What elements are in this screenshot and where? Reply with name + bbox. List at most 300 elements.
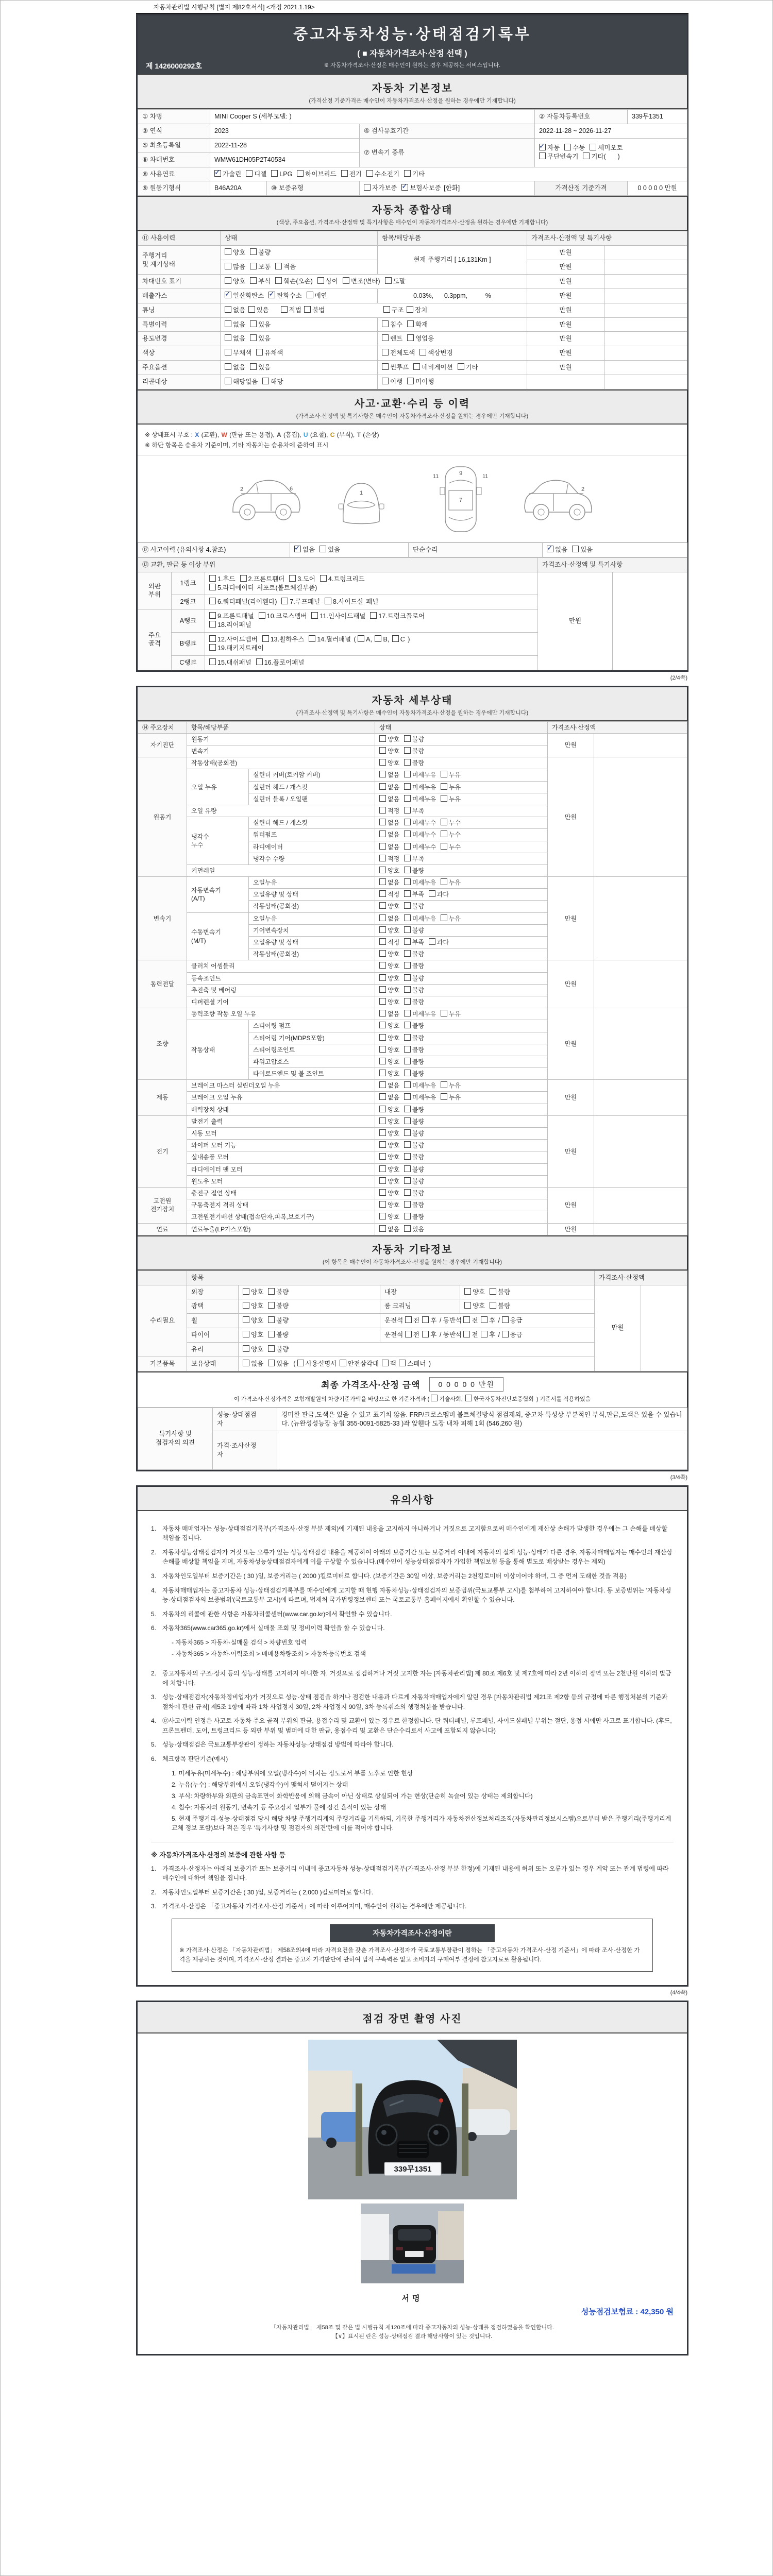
checkbox-box[interactable] — [404, 831, 411, 837]
checkbox-양호[interactable]: 양호 — [225, 277, 245, 286]
checkbox-C[interactable]: C — [392, 635, 405, 644]
checkbox-box[interactable] — [404, 1141, 411, 1148]
checkbox-box[interactable] — [379, 759, 386, 766]
checkbox-box[interactable] — [463, 1331, 470, 1337]
checkbox-box[interactable]: ✓ — [268, 289, 275, 298]
checkbox-양호[interactable]: 양호 — [379, 926, 399, 935]
checkbox-box[interactable] — [404, 1093, 411, 1100]
checkbox-box[interactable] — [404, 1034, 411, 1041]
checkbox-불량[interactable]: 불량 — [404, 1058, 424, 1066]
checkbox-불량[interactable]: 불량 — [404, 735, 424, 743]
checkbox-LPG[interactable]: LPG — [271, 170, 292, 179]
checkbox-box[interactable] — [379, 986, 386, 993]
checkbox-기타[interactable]: 기타 — [404, 170, 425, 179]
checkbox-box[interactable] — [379, 878, 386, 885]
checkbox-없음[interactable]: 없음 — [379, 1225, 399, 1233]
checkbox-부족[interactable]: 부족 — [404, 938, 424, 946]
checkbox-box[interactable] — [392, 635, 399, 642]
checkbox-불법[interactable]: 불법 — [304, 306, 325, 315]
checkbox-box[interactable] — [481, 1331, 488, 1337]
checkbox-불량[interactable]: 불량 — [404, 926, 424, 935]
checkbox-없음[interactable]: 없음 — [379, 795, 399, 803]
checkbox-box[interactable] — [289, 575, 296, 582]
checkbox-box[interactable] — [225, 320, 231, 327]
checkbox-있음[interactable]: 있음 — [320, 546, 340, 554]
checkbox-box[interactable] — [404, 783, 411, 790]
checkbox-적음[interactable]: 적음 — [275, 263, 296, 272]
checkbox-box[interactable] — [250, 277, 257, 284]
checkbox-box[interactable]: ✓ — [539, 142, 545, 150]
checkbox-7루프패널[interactable]: 7.루프패널 — [281, 598, 320, 606]
checkbox-1후드[interactable]: 1.후드 — [209, 575, 236, 584]
checkbox-box[interactable] — [441, 878, 447, 885]
checkbox-box[interactable] — [225, 334, 231, 341]
checkbox-box[interactable] — [225, 306, 231, 313]
checkbox-하이브리드[interactable]: 하이브리드 — [297, 170, 336, 179]
checkbox-디젤[interactable]: 디젤 — [246, 170, 266, 179]
checkbox-box[interactable] — [382, 363, 389, 370]
checkbox-불량[interactable]: 불량 — [404, 1070, 424, 1078]
checkbox-box[interactable] — [441, 1093, 447, 1100]
checkbox-box[interactable] — [379, 1213, 386, 1219]
checkbox-불량[interactable]: 불량 — [404, 1106, 424, 1114]
checkbox-box[interactable] — [429, 890, 435, 897]
checkbox-box[interactable] — [225, 248, 231, 255]
checkbox-15대쉬패널[interactable]: 15.대쉬패널 — [209, 658, 251, 667]
checkbox-해당없음[interactable]: 해당없음 — [225, 378, 258, 386]
checkbox-잭[interactable]: 잭 — [382, 1360, 396, 1368]
checkbox-box[interactable] — [268, 1345, 275, 1352]
checkbox-전기[interactable]: 전기 — [341, 170, 362, 179]
checkbox-적정[interactable]: 적정 — [379, 890, 399, 899]
checkbox-무단변속기[interactable]: 무단변속기 — [539, 152, 578, 161]
checkbox-box[interactable] — [317, 277, 324, 284]
checkbox-box[interactable] — [441, 819, 447, 825]
checkbox-보통[interactable]: 보통 — [250, 263, 271, 272]
checkbox-양호[interactable]: 양호 — [379, 1153, 399, 1161]
checkbox-box[interactable] — [259, 612, 265, 619]
checkbox-불량[interactable]: 불량 — [404, 1117, 424, 1126]
checkbox-양호[interactable]: 양호 — [379, 759, 399, 767]
checkbox-box[interactable] — [268, 1331, 275, 1337]
checkbox-box[interactable] — [590, 144, 596, 150]
checkbox-양호[interactable]: 양호 — [379, 1058, 399, 1066]
checkbox-전[interactable]: 전 — [463, 1316, 478, 1325]
checkbox-box[interactable] — [379, 867, 386, 873]
checkbox-9프론트패널[interactable]: 9.프론트패널 — [209, 612, 254, 621]
checkbox-양호[interactable]: 양호 — [379, 735, 399, 743]
checkbox-box[interactable] — [379, 1129, 386, 1136]
checkbox-box[interactable] — [379, 1058, 386, 1064]
checkbox-box[interactable] — [441, 1010, 447, 1016]
checkbox-box[interactable] — [441, 1081, 447, 1088]
checkbox-box[interactable] — [340, 1360, 346, 1366]
checkbox-box[interactable] — [248, 306, 255, 313]
checkbox-box[interactable] — [379, 974, 386, 981]
checkbox-box[interactable] — [404, 759, 411, 766]
checkbox-box[interactable] — [404, 1129, 411, 1136]
checkbox-미세누유[interactable]: 미세누유 — [404, 1010, 436, 1018]
checkbox-과다[interactable]: 과다 — [429, 890, 449, 899]
checkbox-16플로어패널[interactable]: 16.플로어패널 — [256, 658, 305, 667]
checkbox-17트렁크플로어[interactable]: 17.트렁크플로어 — [370, 612, 425, 621]
checkbox-box[interactable] — [405, 1331, 412, 1337]
checkbox-있음[interactable]: 있음 — [248, 306, 269, 315]
checkbox-box[interactable] — [225, 277, 231, 284]
checkbox-양호[interactable]: 양호 — [243, 1302, 263, 1311]
checkbox-없음[interactable]: 없음 — [379, 843, 399, 851]
checkbox-기타[interactable]: 기타 — [458, 363, 478, 372]
checkbox-불량[interactable]: 불량 — [404, 974, 424, 982]
checkbox-불량[interactable]: 불량 — [250, 248, 271, 257]
checkbox-box[interactable] — [271, 170, 278, 177]
checkbox-누유[interactable]: 누유 — [441, 914, 461, 923]
checkbox-누수[interactable]: 누수 — [441, 843, 461, 851]
checkbox-없음[interactable]: 없음 — [379, 1081, 399, 1090]
checkbox-없음[interactable]: ✓ 없음 — [547, 543, 568, 553]
checkbox-box[interactable] — [325, 598, 331, 604]
checkbox-5라디에이터[interactable]: 5.라디에이터 — [209, 584, 254, 592]
checkbox-box[interactable] — [407, 334, 414, 341]
checkbox-불량[interactable]: 불량 — [404, 1129, 424, 1138]
checkbox-양호[interactable]: 양호 — [379, 867, 399, 875]
checkbox-box[interactable] — [311, 612, 318, 619]
checkbox-box[interactable] — [379, 1046, 386, 1053]
checkbox-장치[interactable]: 장치 — [407, 306, 427, 315]
checkbox-box[interactable] — [225, 378, 231, 384]
checkbox-box[interactable] — [250, 363, 257, 370]
checkbox-6쿼터패널리어휀다[interactable]: 6.쿼터패널(리어휀다) — [209, 598, 277, 606]
checkbox-후[interactable]: 후 — [481, 1331, 495, 1340]
checkbox-기타[interactable]: 기타( — [583, 152, 606, 161]
checkbox-부족[interactable]: 부족 — [404, 855, 424, 863]
checkbox-적법[interactable]: 적법 — [281, 306, 301, 315]
checkbox-box[interactable] — [209, 575, 216, 582]
checkbox-미세누수[interactable]: 미세누수 — [404, 819, 436, 827]
checkbox-box[interactable] — [379, 1189, 386, 1196]
checkbox-누유[interactable]: 누유 — [441, 1010, 461, 1018]
checkbox-양호[interactable]: 양호 — [379, 1201, 399, 1209]
checkbox-box[interactable] — [379, 1093, 386, 1100]
checkbox-box[interactable] — [404, 1117, 411, 1124]
checkbox-box[interactable] — [404, 1106, 411, 1112]
checkbox-box[interactable] — [209, 621, 216, 628]
checkbox-box[interactable] — [379, 1070, 386, 1076]
checkbox-전[interactable]: 전 — [405, 1316, 419, 1325]
checkbox-4트렁크리드[interactable]: 4.트렁크리드 — [320, 575, 365, 584]
checkbox-전[interactable]: 전 — [405, 1331, 419, 1340]
checkbox-11인사이드패널[interactable]: 11.인사이드패널 — [311, 612, 365, 621]
checkbox-미세누유[interactable]: 미세누유 — [404, 771, 436, 779]
checkbox-불량[interactable]: 불량 — [404, 998, 424, 1006]
checkbox-box[interactable] — [307, 292, 313, 298]
checkbox-누수[interactable]: 누수 — [441, 831, 461, 839]
checkbox-없음[interactable]: 없음 — [243, 1360, 263, 1368]
checkbox-box[interactable] — [379, 890, 386, 897]
checkbox-불량[interactable]: 불량 — [404, 1022, 424, 1030]
checkbox-없음[interactable]: 없음 — [379, 783, 399, 791]
checkbox-미세누유[interactable]: 미세누유 — [404, 878, 436, 887]
checkbox-훼손오손[interactable]: 훼손(오손) — [275, 277, 313, 286]
checkbox-누유[interactable]: 누유 — [441, 1081, 461, 1090]
checkbox-box[interactable] — [379, 1034, 386, 1041]
checkbox-양호[interactable]: 양호 — [379, 1106, 399, 1114]
checkbox-box[interactable] — [382, 1360, 389, 1366]
checkbox-box[interactable] — [250, 320, 257, 327]
checkbox-18리어패널[interactable]: 18.리어패널 — [209, 621, 251, 630]
checkbox-box[interactable] — [463, 1316, 470, 1323]
checkbox-box[interactable] — [243, 1345, 249, 1352]
checkbox-box[interactable] — [250, 334, 257, 341]
checkbox-box[interactable] — [268, 1288, 275, 1295]
checkbox-전[interactable]: 전 — [463, 1331, 478, 1340]
checkbox-box[interactable] — [407, 306, 413, 313]
checkbox-기술사회[interactable]: 기술사회, — [431, 1395, 463, 1403]
checkbox-box[interactable] — [404, 170, 411, 177]
checkbox-없음[interactable]: 없음 — [379, 1093, 399, 1101]
checkbox-양호[interactable]: 양호 — [379, 1189, 399, 1197]
checkbox-box[interactable] — [379, 926, 386, 933]
checkbox-box[interactable] — [464, 1288, 471, 1295]
checkbox-10크로스멤버[interactable]: 10.크로스멤버 — [259, 612, 307, 621]
checkbox-구조[interactable]: 구조 — [383, 306, 404, 315]
checkbox-누수[interactable]: 누수 — [441, 819, 461, 827]
checkbox-box[interactable] — [268, 1316, 275, 1323]
checkbox-box[interactable] — [441, 771, 447, 777]
checkbox-누유[interactable]: 누유 — [441, 878, 461, 887]
checkbox-box[interactable] — [379, 783, 386, 790]
checkbox-불량[interactable]: 불량 — [490, 1288, 510, 1297]
checkbox-box[interactable] — [404, 747, 411, 754]
checkbox-렌트[interactable]: 렌트 — [382, 334, 402, 343]
checkbox-box[interactable] — [370, 612, 377, 619]
checkbox-응급[interactable]: 응급 — [502, 1316, 523, 1325]
checkbox-수소전기[interactable]: 수소전기 — [366, 170, 399, 179]
checkbox-box[interactable] — [268, 1302, 275, 1309]
checkbox-box[interactable] — [405, 1316, 412, 1323]
checkbox-불량[interactable]: 불량 — [404, 950, 424, 958]
checkbox-box[interactable] — [490, 1302, 496, 1309]
checkbox-불량[interactable]: 불량 — [490, 1302, 510, 1311]
checkbox-box[interactable] — [250, 248, 257, 255]
checkbox-box[interactable] — [297, 170, 304, 177]
checkbox-box[interactable] — [413, 363, 420, 370]
checkbox-box[interactable] — [431, 1395, 438, 1401]
checkbox-양호[interactable]: 양호 — [379, 950, 399, 958]
checkbox-box[interactable] — [256, 349, 263, 355]
checkbox-불량[interactable]: 불량 — [404, 759, 424, 767]
checkbox-불량[interactable]: 불량 — [404, 747, 424, 755]
checkbox-없음[interactable]: ✓ 없음 — [294, 543, 315, 553]
checkbox-세미오토[interactable]: 세미오토 — [590, 144, 623, 152]
checkbox-도말[interactable]: 도말 — [385, 277, 406, 286]
checkbox-box[interactable] — [341, 170, 348, 177]
checkbox-box[interactable] — [465, 1395, 472, 1401]
checkbox-box[interactable] — [379, 831, 386, 837]
checkbox-box[interactable] — [250, 263, 257, 269]
checkbox-box[interactable] — [243, 1288, 249, 1295]
checkbox-box[interactable] — [422, 1331, 429, 1337]
checkbox-box[interactable] — [404, 1010, 411, 1016]
checkbox-box[interactable] — [404, 1070, 411, 1076]
checkbox-일산화탄소[interactable]: ✓ 일산화탄소 — [225, 289, 264, 299]
checkbox-침수[interactable]: 침수 — [382, 320, 402, 329]
checkbox-box[interactable] — [404, 938, 411, 945]
checkbox-box[interactable] — [379, 795, 386, 802]
checkbox-사용설명서[interactable]: 사용설명서 — [297, 1360, 337, 1368]
checkbox-box[interactable] — [358, 635, 364, 642]
checkbox-불량[interactable]: 불량 — [404, 962, 424, 970]
checkbox-있음[interactable]: 있음 — [268, 1360, 289, 1368]
checkbox-box[interactable] — [404, 926, 411, 933]
checkbox-불량[interactable]: 불량 — [404, 1153, 424, 1161]
checkbox-box[interactable] — [481, 1316, 488, 1323]
checkbox-양호[interactable]: 양호 — [379, 1177, 399, 1185]
checkbox-box[interactable] — [379, 807, 386, 814]
checkbox-box[interactable] — [404, 795, 411, 802]
checkbox-14필러패널[interactable]: 14.필러패널 — [309, 635, 351, 644]
checkbox-양호[interactable]: 양호 — [379, 1070, 399, 1078]
checkbox-양호[interactable]: 양호 — [379, 962, 399, 970]
checkbox-box[interactable] — [404, 962, 411, 969]
checkbox-box[interactable] — [404, 1081, 411, 1088]
checkbox-box[interactable] — [364, 184, 371, 191]
checkbox-불량[interactable]: 불량 — [404, 1165, 424, 1174]
checkbox-box[interactable] — [583, 152, 590, 159]
checkbox-box[interactable] — [379, 1010, 386, 1016]
checkbox-box[interactable] — [281, 598, 288, 604]
checkbox-부식[interactable]: 부식 — [250, 277, 271, 286]
checkbox-box[interactable] — [502, 1331, 509, 1337]
checkbox-2프론트휀더[interactable]: 2.프론트휀더 — [240, 575, 285, 584]
checkbox-box[interactable] — [382, 334, 389, 341]
checkbox-box[interactable] — [379, 855, 386, 861]
checkbox-box[interactable] — [404, 878, 411, 885]
checkbox-양호[interactable]: 양호 — [379, 1034, 399, 1042]
checkbox-box[interactable] — [502, 1316, 509, 1323]
checkbox-box[interactable] — [379, 1201, 386, 1208]
checkbox-탄화수소[interactable]: ✓ 탄화수소 — [268, 289, 302, 299]
checkbox-누유[interactable]: 누유 — [441, 783, 461, 791]
checkbox-box[interactable] — [379, 1153, 386, 1160]
checkbox-box[interactable] — [379, 747, 386, 754]
checkbox-box[interactable] — [262, 378, 269, 384]
checkbox-무채색[interactable]: 무채색 — [225, 349, 251, 358]
checkbox-box[interactable] — [407, 320, 414, 327]
checkbox-적정[interactable]: 적정 — [379, 807, 399, 815]
checkbox-box[interactable] — [297, 1360, 304, 1366]
checkbox-해당[interactable]: 해당 — [262, 378, 283, 386]
checkbox-자가보증[interactable]: 자가보증 — [364, 184, 397, 193]
checkbox-box[interactable] — [407, 378, 414, 384]
checkbox-미세누유[interactable]: 미세누유 — [404, 795, 436, 803]
checkbox-box[interactable] — [399, 1360, 406, 1366]
checkbox-양호[interactable]: 양호 — [379, 1141, 399, 1149]
checkbox-box[interactable]: ✓ — [225, 289, 231, 298]
checkbox-미세누수[interactable]: 미세누수 — [404, 843, 436, 851]
checkbox-있음[interactable]: 있음 — [572, 546, 593, 554]
checkbox-없음[interactable]: 없음 — [379, 831, 399, 839]
checkbox-부족[interactable]: 부족 — [404, 807, 424, 815]
checkbox-box[interactable] — [379, 819, 386, 825]
checkbox-양호[interactable]: 양호 — [243, 1316, 263, 1325]
checkbox-양호[interactable]: 양호 — [225, 248, 245, 257]
checkbox-12사이드멤버[interactable]: 12.사이드멤버 — [209, 635, 258, 644]
checkbox-없음[interactable]: 없음 — [225, 306, 245, 315]
checkbox-적정[interactable]: 적정 — [379, 855, 399, 863]
checkbox-수동[interactable]: 수동 — [564, 144, 585, 152]
checkbox-응급[interactable]: 응급 — [502, 1331, 523, 1340]
checkbox-box[interactable] — [441, 914, 447, 921]
checkbox-가솔린[interactable]: ✓ 가솔린 — [214, 167, 242, 178]
checkbox-box[interactable] — [225, 349, 231, 355]
checkbox-box[interactable] — [404, 1022, 411, 1028]
checkbox-19패키지트레이[interactable]: 19.패키지트레이 — [209, 644, 264, 653]
checkbox-box[interactable] — [404, 1213, 411, 1219]
checkbox-box[interactable] — [382, 349, 389, 355]
checkbox-box[interactable] — [404, 950, 411, 957]
checkbox-불량[interactable]: 불량 — [404, 1177, 424, 1185]
checkbox-box[interactable] — [209, 644, 216, 651]
checkbox-box[interactable] — [379, 771, 386, 777]
checkbox-box[interactable] — [539, 152, 546, 159]
checkbox-미세누유[interactable]: 미세누유 — [404, 1081, 436, 1090]
checkbox-box[interactable] — [379, 1225, 386, 1232]
checkbox-과다[interactable]: 과다 — [429, 938, 449, 946]
checkbox-box[interactable] — [281, 306, 288, 313]
checkbox-box[interactable] — [404, 914, 411, 921]
checkbox-box[interactable] — [404, 771, 411, 777]
checkbox-매연[interactable]: 매연 — [307, 292, 327, 300]
checkbox-box[interactable] — [404, 867, 411, 873]
checkbox-box[interactable] — [243, 1302, 249, 1309]
checkbox-box[interactable] — [256, 658, 263, 665]
checkbox-미세누유[interactable]: 미세누유 — [404, 1093, 436, 1101]
checkbox-box[interactable] — [572, 546, 579, 552]
checkbox-불량[interactable]: 불량 — [268, 1316, 289, 1325]
checkbox-box[interactable] — [243, 1331, 249, 1337]
checkbox-불량[interactable]: 불량 — [404, 902, 424, 910]
checkbox-양호[interactable]: 양호 — [379, 1129, 399, 1138]
checkbox-불량[interactable]: 불량 — [404, 1046, 424, 1054]
checkbox-있음[interactable]: 있음 — [250, 320, 271, 329]
checkbox-영업용[interactable]: 영업용 — [407, 334, 434, 343]
checkbox-8사이드실[interactable]: 8.사이드실 — [325, 598, 363, 606]
checkbox-양호[interactable]: 양호 — [379, 974, 399, 982]
checkbox-box[interactable] — [404, 1153, 411, 1160]
checkbox-box[interactable] — [366, 170, 373, 177]
checkbox-네비게이션[interactable]: 네비게이션 — [413, 363, 452, 372]
checkbox-한국자동차진단보증협회[interactable]: 한국자동차진단보증협회 — [465, 1395, 534, 1403]
checkbox-누유[interactable]: 누유 — [441, 1093, 461, 1101]
checkbox-3도어[interactable]: 3.도어 — [289, 575, 315, 584]
checkbox-썬루프[interactable]: 썬루프 — [382, 363, 409, 372]
checkbox-box[interactable] — [404, 1165, 411, 1172]
checkbox-box[interactable] — [379, 1022, 386, 1028]
checkbox-양호[interactable]: 양호 — [379, 1117, 399, 1126]
checkbox-불량[interactable]: 불량 — [404, 1201, 424, 1209]
checkbox-box[interactable] — [225, 363, 231, 370]
checkbox-불량[interactable]: 불량 — [404, 1141, 424, 1149]
checkbox-box[interactable] — [379, 902, 386, 909]
checkbox-box[interactable]: ✓ — [547, 543, 553, 552]
checkbox-많음[interactable]: 많음 — [225, 263, 245, 272]
checkbox-box[interactable] — [246, 170, 253, 177]
checkbox-box[interactable] — [404, 819, 411, 825]
checkbox-box[interactable] — [379, 1106, 386, 1112]
checkbox-불량[interactable]: 불량 — [404, 1189, 424, 1197]
checkbox-box[interactable] — [262, 635, 269, 642]
